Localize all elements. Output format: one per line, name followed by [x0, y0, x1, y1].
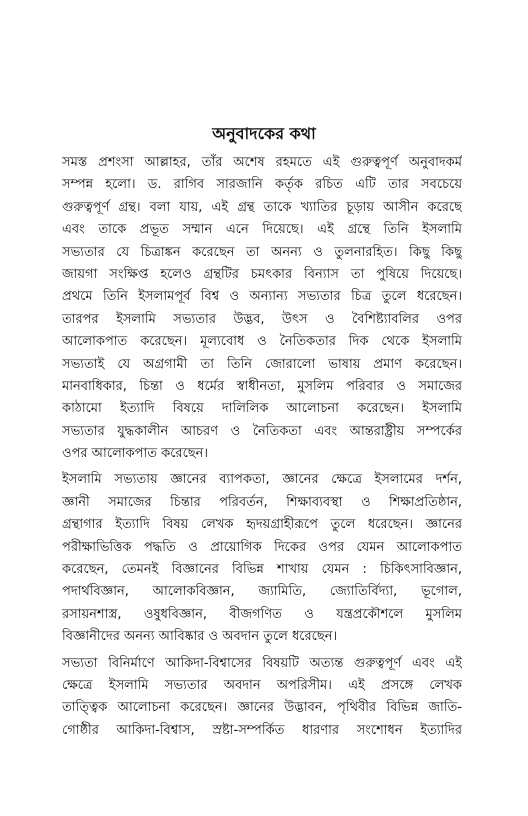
- text-line: ক্ষেত্রে ইসলামি সভ্যতার অবদান অপরিসীম। এই প্রসঙ্গে লেখক: [62, 677, 462, 693]
- text-line: গুরুত্বপূর্ণ গ্রন্থ। বলা যায়, এই গ্রন্থ তাকে খ্যাতির চূড়ায় আসীন করেছে: [62, 199, 462, 215]
- text-line: রসায়নশাস্ত্র, ওষুধবিজ্ঞান, বীজগণিত ও যন্ত্রপ্রকৌশলে মুসলিম: [62, 606, 462, 622]
- text-line: কাঠামো ইত্যাদি বিষয়ে দালিলিক আলোচনা করেছেন। ইসলামি: [62, 401, 462, 417]
- text-line: সভ্যতার যুদ্ধকালীন আচরণ ও নৈতিকতা এবং আন্তরাষ্ট্রীয় সম্পর্কের: [62, 423, 462, 439]
- text-line: পদার্থবিজ্ঞান, আলোকবিজ্ঞান, জ্যামিতি, জ্যোতির্বিদ্যা, ভূগোল,: [62, 584, 462, 600]
- text-line: মানবাধিকার, চিন্তা ও ধর্মের স্বাধীনতা, মুসলিম পরিবার ও সমাজের: [62, 378, 462, 394]
- text-line: বিজ্ঞানীদের অনন্য আবিষ্কার ও অবদান তুলে ধরেছেন।: [62, 629, 338, 645]
- text-line: জায়গা সংক্ষিপ্ত হলেও গ্রন্থটির চমৎকার বিন্যাস তা পুষিয়ে দিয়েছে।: [62, 266, 462, 282]
- text-line: ওপর আলোকপাত করেছেন।: [62, 446, 209, 462]
- paragraph-1: [62, 152, 462, 465]
- text-line: সভ্যতাই যে অগ্রগামী তা তিনি জোরালো ভাষায় প্রমাণ করেছেন।: [62, 356, 462, 372]
- text-line: জ্ঞানী সমাজের চিন্তার পরিবর্তন, শিক্ষাব্যবস্থা ও শিক্ষাপ্রতিষ্ঠান,: [62, 494, 462, 510]
- text-line: তারপর ইসলামি সভ্যতার উদ্ভব, উৎস ও বৈশিষ্ট্যাবলির ওপর: [62, 311, 462, 327]
- text-line: সভ্যতার যে চিত্রাঙ্কন করেছেন তা অনন্য ও তুলনারহিত। কিছু কিছু: [62, 244, 462, 260]
- text-line: গ্রন্থাগার ইত্যাদি বিষয় লেখক হৃদয়গ্রাহীরূপে তুলে ধরেছেন। জ্ঞানের: [62, 517, 462, 533]
- page-title: অনুবাদকের কথা: [212, 124, 316, 143]
- paragraph-3: [62, 653, 462, 743]
- text-line: ইসলামি সভ্যতায় জ্ঞানের ব্যাপকতা, জ্ঞানের ক্ষেত্রে ইসলামের দর্শন,: [62, 472, 462, 488]
- text-line: সম্পন্ন হলো। ড. রাগিব সারজানি কর্তৃক রচিত এটি তার সবচেয়ে: [62, 177, 462, 193]
- text-line: সভ্যতা বিনির্মাণে আকিদা-বিশ্বাসের বিষয়টি অত্যন্ত গুরুত্বপূর্ণ এবং এই: [62, 655, 462, 671]
- text-line: এবং তাকে প্রভূত সম্মান এনে দিয়েছে। এই গ্রন্থে তিনি ইসলামি: [62, 222, 462, 238]
- text-line: প্রথমে তিনি ইসলামপূর্ব বিশ্ব ও অন্যান্য সভ্যতার চিত্র তুলে ধরেছেন।: [62, 289, 462, 305]
- paragraph-2: [62, 469, 462, 648]
- text-line: সমস্ত প্রশংসা আল্লাহর, তাঁর অশেষ রহমতে এই গুরুত্বপূর্ণ অনুবাদকর্ম: [62, 155, 462, 170]
- text-line: করেছেন, তেমনই বিজ্ঞানের বিভিন্ন শাখায় যেমন : চিকিৎসাবিজ্ঞান,: [62, 562, 462, 578]
- text-line: গোষ্ঠীর আকিদা-বিশ্বাস, স্রষ্টা-সম্পর্কিত ধারণার সংশোধন ইত্যাদির: [62, 722, 462, 738]
- body-text: [62, 152, 462, 746]
- text-line: পরীক্ষাভিত্তিক পদ্ধতি ও প্রায়োগিক দিকের ওপর যেমন আলোকপাত: [62, 539, 462, 555]
- text-line: আলোকপাত করেছেন। মূল্যবোধ ও নৈতিকতার দিক থেকে ইসলামি: [62, 334, 462, 350]
- text-line: তাত্ত্বিক আলোচনা করেছেন। জ্ঞানের উদ্ভাবন, পৃথিবীর বিভিন্ন জাতি-: [62, 700, 462, 716]
